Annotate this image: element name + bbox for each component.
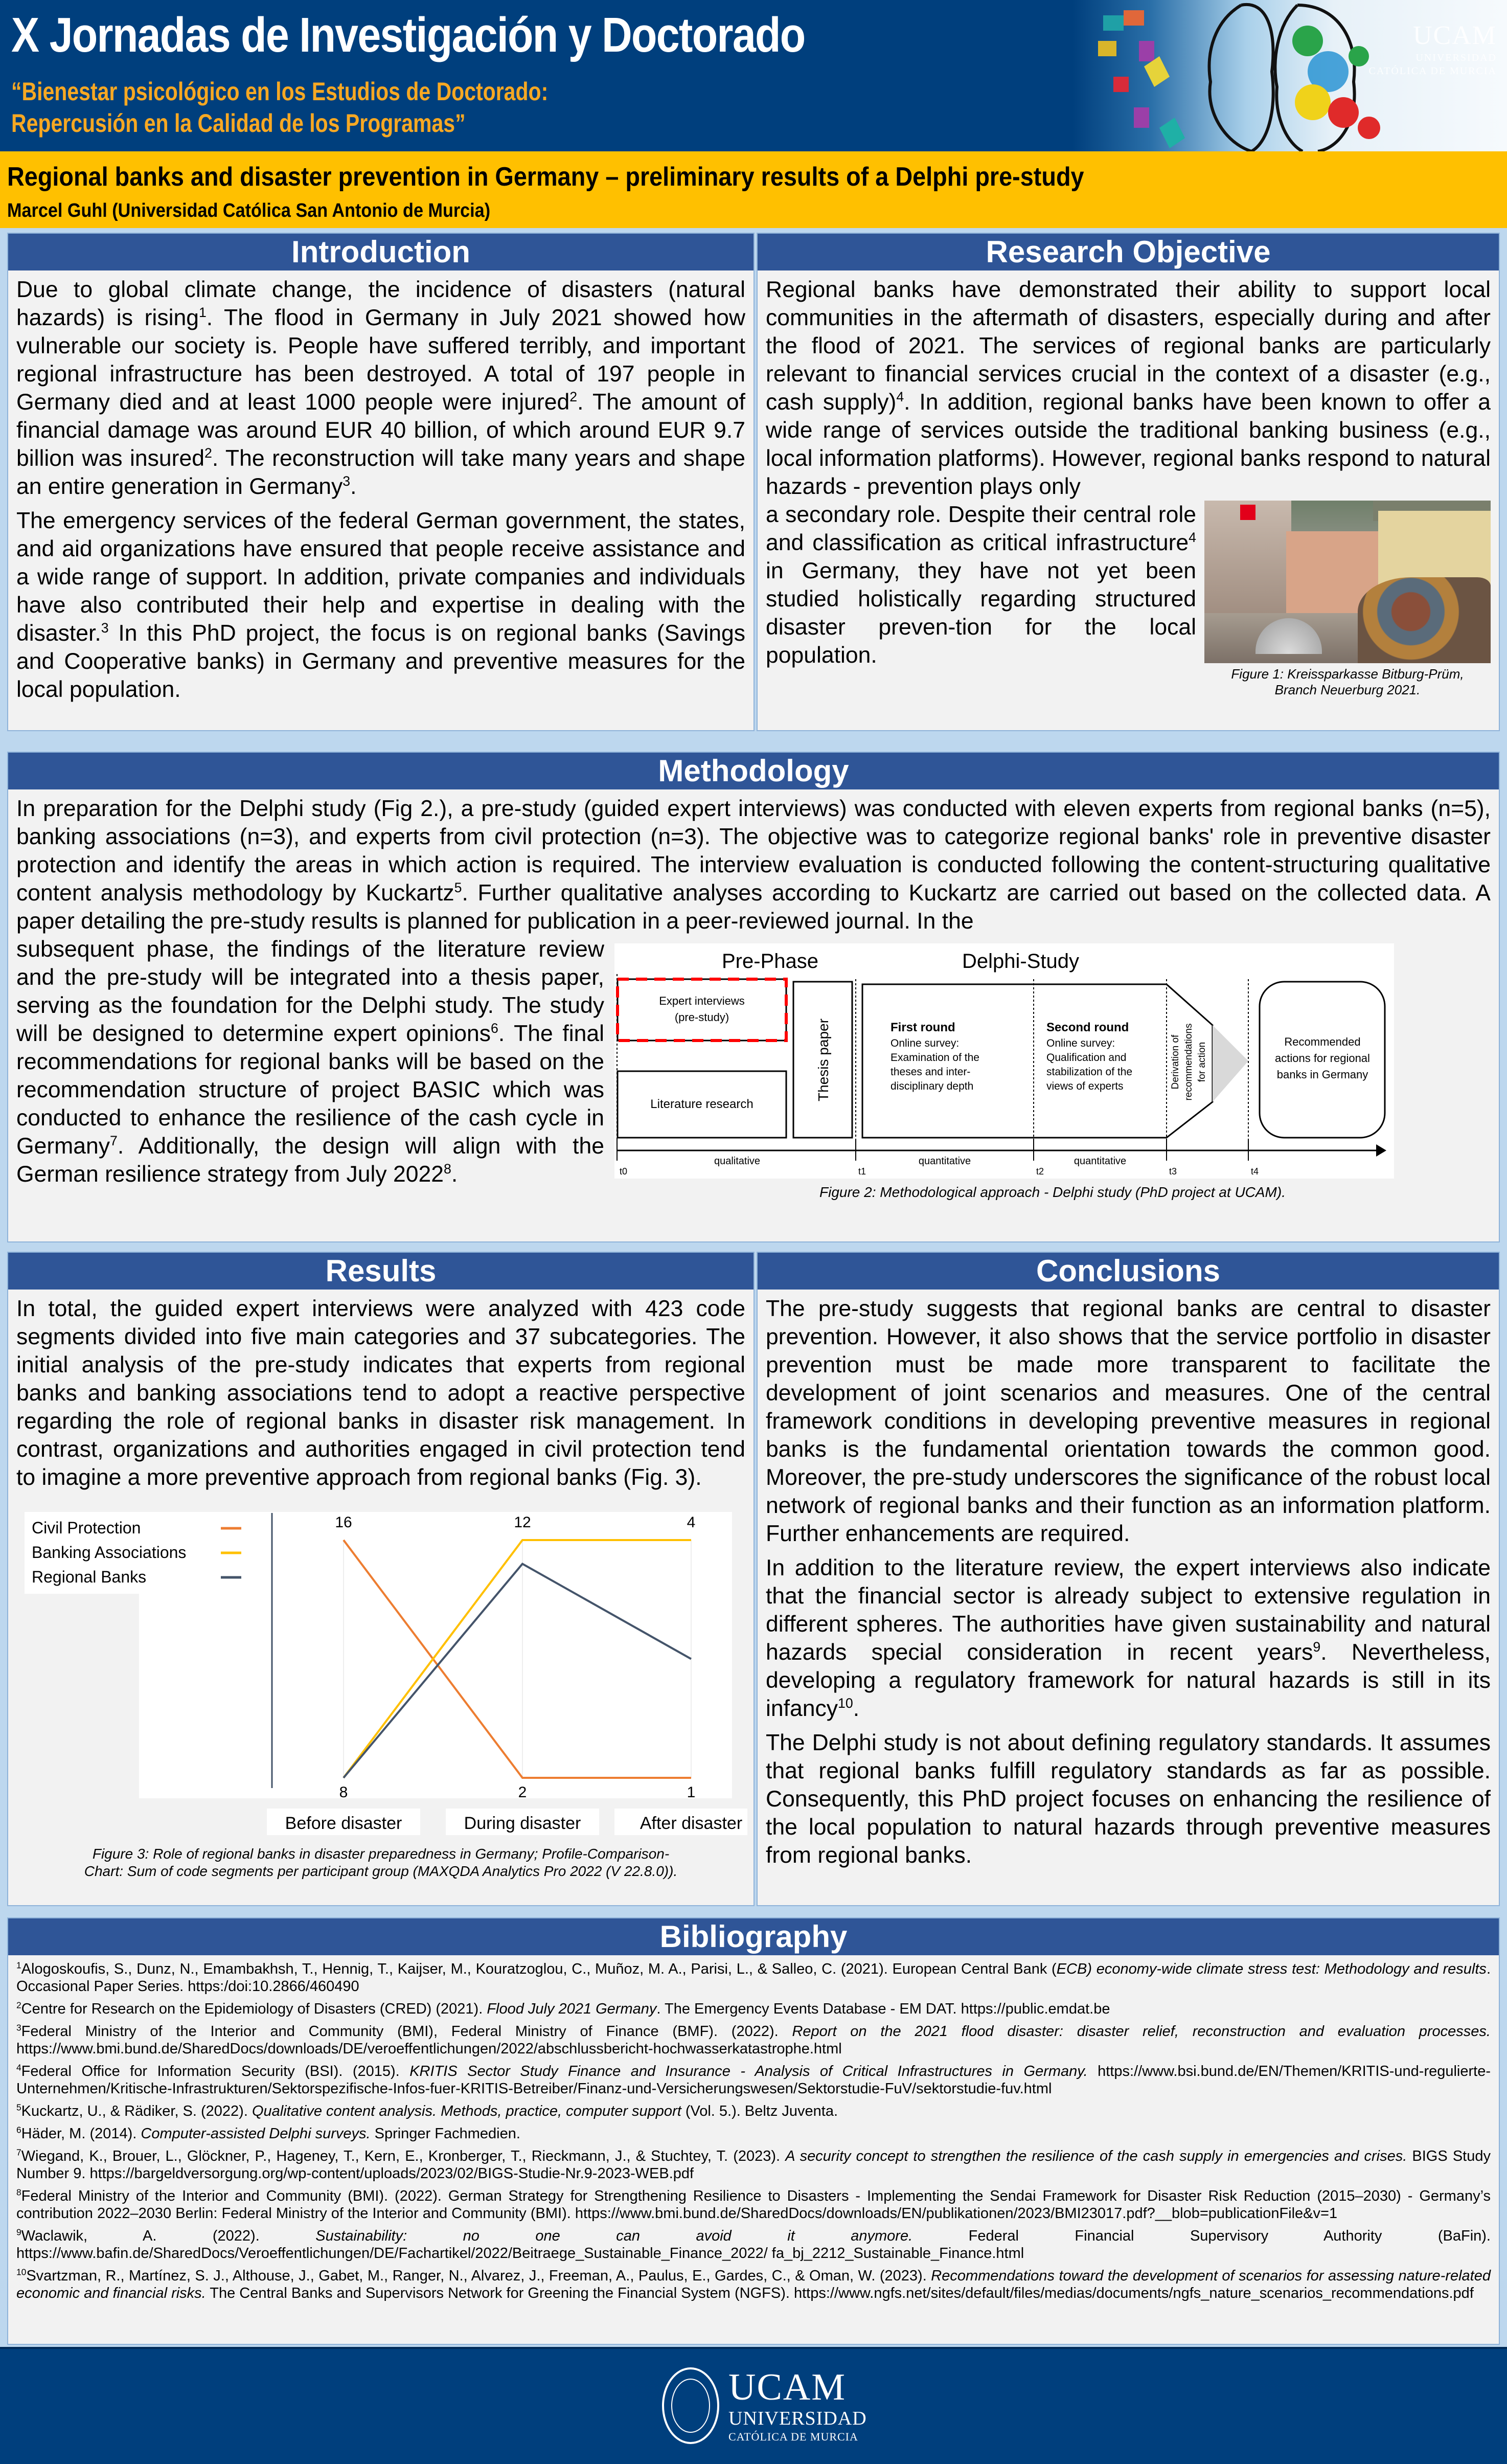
bibliography-item: $^1$Alogoskoufis, S., Dunz, N., Emambakhsh, T., Hennig, T., Kaijser, M., Kouratzoglou, C., Muñoz, M. A., Parisi, L., & Salleo, C. (2021). European Central Bank (ECB) economy-wide climate stress test: Methodology and results. Occasional Paper Series. https:/doi:10.2866/460490: [16, 1960, 1491, 1995]
figure-3-caption: Figure 3: Role of regional banks in disaster preparedness in Germany; Profile-Comparison- Chart: Sum of code segments per participant group (MAXQDA Analytics Pro 2022 (V 22.8.0)).: [84, 1846, 678, 1879]
svg-text:Examination of the: Examination of the: [890, 1052, 979, 1064]
svg-text:stabilization of the: stabilization of the: [1046, 1066, 1133, 1078]
ucam-seal-icon: [662, 2367, 719, 2444]
svg-text:Thesis paper: Thesis paper: [815, 1019, 831, 1101]
intro-paragraph-1: Due to global climate change, the incidence of disasters (natural hazards) is rising$^1$. The flood in Germany in July 2021 showed how vulnerable our society is. People have suffered terribly, and important regional infrastructure has been destroyed. A total of 197 people in Germany died and at least 1000 people were injured$^2$. The amount of financial damage was around EUR 40 billion, of which around EUR 9.7 billion was insured$^2$. The reconstruction will take many years and shape an entire generation in Germany$^3$.: [16, 277, 746, 499]
svg-text:Expert interviews: Expert interviews: [659, 994, 745, 1007]
conference-header: [0, 0, 1507, 151]
bibliography-item: $^8$Federal Ministry of the Interior and Community (BMI). (2022). German Strategy for Strengthening Resilience to Disasters - Implementing the Sendai Framework for Disaster Risk Reduction (2015–2030) - Germany’s contribution 2022–2030 Berlin: Federal Ministry of the Interior and Community (BMI). https://www.bmi.bund.de/SharedDocs/downloads/EN/publikationen/2023/BMI23017.pdf?__blob=publicationFile&v=1: [16, 2187, 1491, 2222]
conference-title: X Jornadas de Investigación y Doctorado: [11, 8, 805, 62]
axis-min-label: 2: [518, 1784, 527, 1801]
recommended-actions-text: [1275, 1035, 1370, 1081]
bibliography-item: $^7$Wiegand, K., Brouer, L., Glöckner, P., Hageney, T., Kern, E., Kronberger, T., Rieckmann, J., & Stuchtey, T. (2023). A security concept to strengthen the resilience of the cash supply in emergencies and crises. BIGS Study Number 9. https://bargeldversorgung.org/wp-content/uploads/2023/02/BIGS-Studie-Nr.9-2023-WEB.pdf: [16, 2147, 1491, 2182]
conclusions-paragraph-2: In addition to the literature review, the expert interviews also indicate that the financial sector is already subject to extensive regulation in different spheres. The authorities have given sustainability and natural hazards special consideration in recent years$^9$. Nevertheless, developing a regulatory framework for natural hazards is still in its infancy$^{10}$.: [766, 1555, 1491, 1721]
svg-text:Literature research: Literature research: [650, 1097, 754, 1111]
poster-title-bar: [0, 151, 1507, 228]
pre-phase-label: Pre-Phase: [722, 950, 818, 973]
figure-3: [16, 1502, 745, 1839]
axis-max-label: 16: [335, 1514, 352, 1531]
bibliography-item: $^4$Federal Office for Information Security (BSI). (2015). KRITIS Sector Study Finance and Insurance - Analysis of Critical Infrastructures in Germany. https://www.bsi.bund.de/EN/Themen/KRITIS-und-regulierte-Unternehmen/Kritische-Infrastrukturen/Sektorspezifische-Infos-fuer-KRITIS-Betreiber/Finanz-und-Versicherungswesen/Sektorstudie-FuV/sektorstudie-fuv.html: [16, 2062, 1491, 2097]
poster-title: Regional banks and disaster prevention in Germany – preliminary results of a Delphi pre-study: [7, 162, 1084, 192]
svg-text:Qualification and: Qualification and: [1046, 1052, 1127, 1064]
bibliography-item: $^9$Waclawik, A. (2022). Sustainability: no one can avoid it anymore. Federal Financial Supervisory Authority (BaFin). https://www.bafin.de/SharedDocs/Veroeffentlichungen/DE/Fachartikel/2022/Beitraege_Sustainable_Finance_2022/ fa_bj_2212_Sustainable_Finance.html: [16, 2227, 1491, 2262]
svg-text:theses and inter-: theses and inter-: [890, 1066, 971, 1078]
svg-text:t4: t4: [1251, 1166, 1259, 1177]
objective-paragraph-continued: a secondary role. Despite their central role and classification as critical infrastructure$^4$ in Germany, they have not yet been studied holistically regarding structured disaster preven-tion for the local population.: [766, 502, 1196, 668]
bibliography-list: [8, 1955, 1499, 2312]
figure-2-caption: Figure 2: Methodological approach - Delphi study (PhD project at UCAM).: [819, 1184, 1286, 1200]
axis-min-label: 1: [687, 1784, 696, 1801]
header-ucam-logo: UCAM UNIVERSIDAD CATÓLICA DE MURCIA: [1368, 21, 1497, 77]
figure-1: [1204, 501, 1491, 698]
legend-label: Banking Associations: [32, 1543, 187, 1562]
second-round-title: Second round: [1046, 1021, 1129, 1034]
bibliography-item: $^2$Centre for Research on the Epidemiology of Disasters (CRED) (2021). Flood July 2021 Germany. The Emergency Events Database - EM DAT. https://public.emdat.be: [16, 2000, 1110, 2017]
svg-text:disciplinary depth: disciplinary depth: [890, 1080, 974, 1092]
methodology-section: [7, 752, 1500, 1242]
profile-comparison-chart: [16, 1502, 747, 1839]
section-heading: Methodology: [8, 753, 1499, 789]
brain-illustration: [1072, 0, 1507, 151]
axis-max-label: 12: [514, 1514, 531, 1531]
svg-text:Recommended: Recommended: [1284, 1035, 1361, 1048]
expert-interviews-box: [618, 979, 786, 1041]
svg-text:Derivation of: Derivation of: [1170, 1034, 1181, 1090]
introduction-section: [7, 233, 755, 731]
poster-author: Marcel Guhl (Universidad Católica San Antonio de Murcia): [7, 200, 491, 221]
axis-max-label: 4: [687, 1514, 696, 1531]
delphi-study-label: Delphi-Study: [962, 950, 1080, 973]
intro-paragraph-2: The emergency services of the federal German government, the states, and aid organizations have ensured that people receive assistance and a wide range of support. In addition, private companies and individuals have also contributed their help and expertise in dealing with the disaster.$^3$ In this PhD project, the focus is on regional banks (Savings and Cooperative banks) in Germany and preventive measures for the local population.: [16, 508, 745, 702]
svg-text:Online survey:: Online survey:: [890, 1037, 960, 1049]
ucam-wordmark: UCAM: [728, 2366, 847, 2408]
flood-photo: [1204, 501, 1491, 663]
bibliography-item: $^6$Häder, M. (2014). Computer-assisted Delphi surveys. Springer Fachmedien.: [16, 2124, 520, 2142]
results-section: [7, 1252, 755, 1906]
section-heading: Introduction: [8, 234, 754, 270]
svg-text:t1: t1: [858, 1166, 866, 1177]
legend-label: Civil Protection: [32, 1519, 141, 1537]
category-label: Before disaster: [285, 1814, 402, 1833]
footer: [0, 2347, 1507, 2464]
conclusions-section: [757, 1252, 1500, 1906]
svg-text:t0: t0: [620, 1166, 628, 1177]
svg-text:(pre-study): (pre-study): [674, 1011, 729, 1024]
results-paragraph: In total, the guided expert interviews were analyzed with 423 code segments divided into five main categories and 37 subcategories. The initial analysis of the pre-study indicates that experts from regional banks and banking associations tend to adopt a reactive perspective regarding the role of regional banks in disaster risk management. In contrast, organizations and authorities engaged in civil protection tend to imagine a more preventive approach from regional banks (Fig. 3).: [16, 1296, 745, 1490]
section-heading: Research Objective: [758, 234, 1499, 270]
svg-text:qualitative: qualitative: [714, 1156, 761, 1167]
conference-subtitle-line1: “Bienestar psicológico en los Estudios de Doctorado:: [11, 77, 549, 106]
delphi-diagram: [614, 943, 1394, 1179]
category-label: During disaster: [464, 1814, 581, 1833]
first-round-title: First round: [890, 1021, 955, 1034]
research-objective-section: [757, 233, 1500, 731]
section-heading: Conclusions: [758, 1253, 1499, 1290]
conference-subtitle-line2: Repercusión en la Calidad de los Programas”: [11, 109, 466, 138]
sparkasse-sign-icon: [1240, 505, 1255, 520]
svg-text:for action: for action: [1197, 1042, 1207, 1082]
svg-text:actions for regional: actions for regional: [1275, 1052, 1370, 1065]
axis-min-label: 8: [339, 1784, 348, 1801]
svg-text:Online survey:: Online survey:: [1046, 1037, 1115, 1049]
svg-text:quantitative: quantitative: [1074, 1156, 1127, 1167]
ucam-logo: UCAM UNIVERSIDAD CATÓLICA DE MURCIA: [662, 2367, 867, 2444]
timeline-tick-labels: [620, 1166, 1259, 1177]
methodology-paragraph: In preparation for the Delphi study (Fig 2.), a pre-study (guided expert interviews) was conducted with eleven experts from regional banks (n=5), banking associations (n=3), and experts from civil protection (n=3). The objective was to categorize regional banks' role in preventive disaster protection and identify the areas in which action is required. The interview evaluation is conducted following the content-structuring qualitative content analysis methodology by Kuckartz$^5$. Further qualitative analyses according to Kuckartz are carried out based on the collected data. A paper detailing the pre-study results is planned for publication in a peer-reviewed journal. In the: [16, 796, 1491, 934]
figure-2: [614, 935, 1491, 1201]
objective-paragraph: Regional banks have demonstrated their ability to support local communities in the aftermath of disasters, especially during and after the flood of 2021. The services of regional banks are particularly relevant to financial services crucial in the context of a disaster (e.g., cash supply)$^4$. In addition, regional banks have been known to offer a wide range of services outside the traditional banking business (e.g., local information platforms). However, regional banks respond to natural hazards - prevention plays only: [766, 277, 1491, 499]
category-label: After disaster: [640, 1814, 743, 1833]
bibliography-item: $^5$Kuckartz, U., & Rädiker, S. (2022). Qualitative content analysis. Methods, practice, computer support (Vol. 5.). Beltz Juventa.: [16, 2102, 838, 2119]
bibliography-item: $^3$Federal Ministry of the Interior and Community (BMI), Federal Ministry of Finance (BMF). (2022). Report on the 2021 flood disaster: disaster relief, reconstruction and evaluation processes. https://www.bmi.bund.de/SharedDocs/downloads/DE/veroeffentlichungen/2022/abschlussbericht-hochwasserkatastrophe.html: [16, 2022, 1491, 2057]
svg-text:views of experts: views of experts: [1046, 1080, 1124, 1092]
conclusions-paragraph-1: The pre-study suggests that regional banks are central to disaster prevention. However, it also shows that the service portfolio in disaster prevention must be made more transparent to facilitate the development of joint scenarios and measures. One of the central framework conditions in developing preventive measures in regional banks is the fundamental orientation towards the common good. Moreover, the pre-study underscores the significance of the robust local network of regional banks and their function as an information platform. Further enhancements are required.: [766, 1296, 1491, 1546]
legend-label: Regional Banks: [32, 1568, 147, 1586]
section-heading: Bibliography: [8, 1918, 1499, 1955]
methodology-paragraph-continued: subsequent phase, the findings of the literature review and the pre-study will be integrated into a thesis paper, serving as the foundation for the Delphi study. The study will be designed to determine expert opinions$^6$. The final recommendations for regional banks will be based on the recommendation structure of project BASIC which was conducted to enhance the resilience of the cash cycle in Germany$^7$. Additionally, the design will align with the German resilience strategy from July 2022$^8$.: [16, 937, 604, 1187]
svg-text:banks in Germany: banks in Germany: [1276, 1068, 1368, 1081]
svg-text:quantitative: quantitative: [918, 1156, 971, 1167]
figure-1-caption: Figure 1: Kreissparkasse Bitburg-Prüm, Branch Neuerburg 2021.: [1231, 666, 1464, 697]
svg-text:t2: t2: [1036, 1166, 1044, 1177]
bibliography-item: $^{10}$Svartzman, R., Martínez, S. J., Althouse, J., Gabet, M., Ranger, N., Alvarez, J., Freeman, A., Paulus, E., Gardes, C., & Oman, W. (2023). Recommendations toward the development of scenarios for assessing nature-related economic and financial risks. The Central Banks and Supervisors Network for Greening the Financial System (NGFS). https://www.ngfs.net/sites/default/files/medias/documents/ngfs_nature_scenarios_recommendations.pdf: [16, 2267, 1491, 2301]
svg-text:t3: t3: [1169, 1166, 1177, 1177]
section-heading: Results: [8, 1253, 754, 1290]
svg-text:recommendations: recommendations: [1183, 1023, 1194, 1101]
conclusions-paragraph-3: The Delphi study is not about defining regulatory standards. It assumes that regional banks fulfill regulatory standards as far as possible. Consequently, this PhD project focuses on enhancing the resilience of the local population to natural hazards through preventive measures from regional banks.: [766, 1730, 1491, 1868]
bibliography-section: [7, 1917, 1500, 2345]
